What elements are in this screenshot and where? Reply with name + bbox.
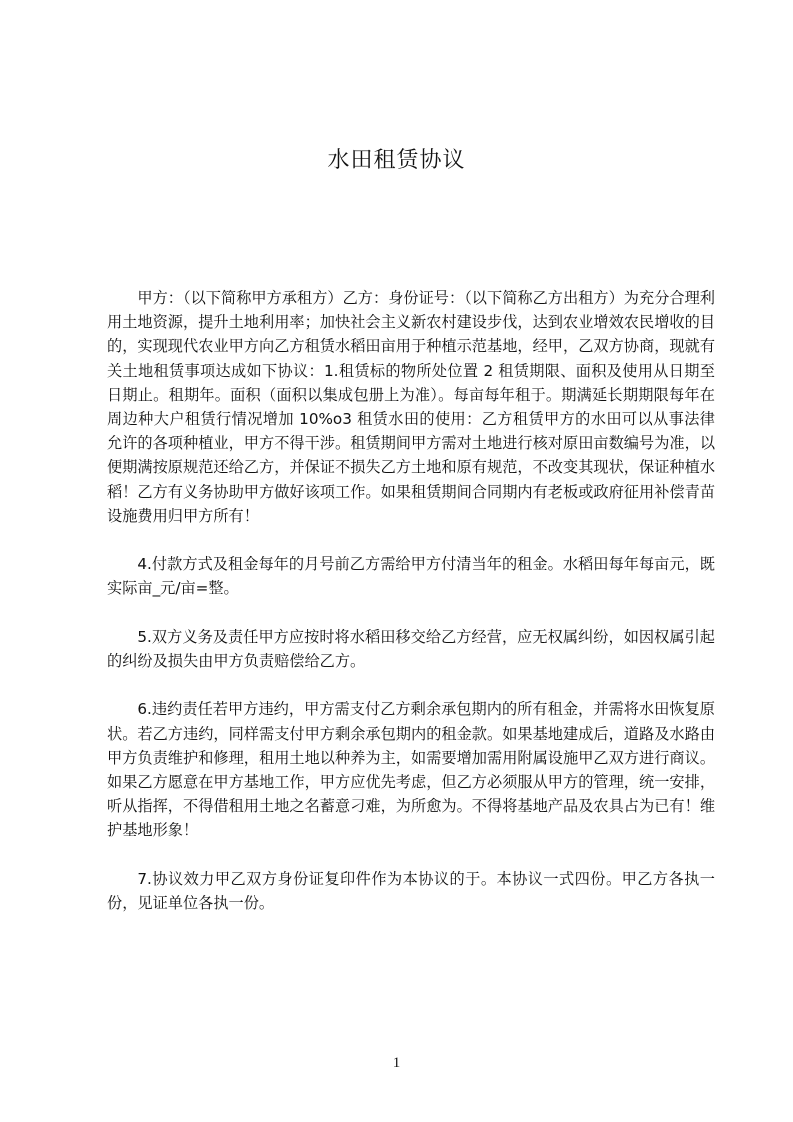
paragraph-payment: 4.付款方式及租金每年的月号前乙方需给甲方付清当年的租金。水稻田每年每亩元，既实际亩_元/亩=整。 bbox=[107, 555, 715, 598]
paragraph-obligations: 5.双方义务及责任甲方应按时将水稻田移交给乙方经营，应无权属纠纷，如因权属引起的纠纷及损失由甲方负责赔偿给乙方。 bbox=[107, 627, 715, 671]
paragraph-effect: 7.协议效力甲乙双方身份证复印件作为本协议的于。本协议一式四份。甲乙方各执一份，见证单位各执一份。 bbox=[107, 869, 715, 913]
paragraph-breach: 6.违约责任若甲方违约，甲方需支付乙方剩余承包期内的所有租金，并需将水田恢复原状。若乙方违约，同样需支付甲方剩余承包期内的租金款。如果基地建成后，道路及水路由甲方负责维护和修理，租用土地以种养为主，如需要增加需用附属设施甲乙双方进行商议。如果乙方愿意在甲方基地工作，甲方应优先考虑，但乙方必须服从甲方的管理，统一安排，听从指挥，不得借租用土地之名蓄意刁难，为所愈为。不得将基地产品及农具占为已有！维护基地形象！ bbox=[107, 700, 715, 840]
paragraph-intro: 甲方：（以下简称甲方承租方）乙方：身份证号：（以下简称乙方出租方）为充分合理利用土地资源，提升土地利用率；加快社会主义新农村建设步伐，达到农业增效农民增收的目的，实现现代农业甲方向乙方租赁水稻田亩用于种植示范基地，经甲，乙双方协商，现就有关土地租赁事项达成如下协议：1.租赁标的物所处位置 2 租赁期限、面积及使用从日期至日期止。租期年。面积（面积以集成包册上为准）。每亩每年租于。期满延长期期限每年在周边种大户租赁行情况增加 10%o3 租赁水田的使用：乙方租赁甲方的水田可以从事法律允许的各项种植业，甲方不得干涉。租赁期间甲方需对土地进行核对原田亩数编号为准，以便期满按原规范还给乙方，并保证不损失乙方土地和原有规范，不改变其现状，保证种植水稻！乙方有义务协助甲方做好该项工作。如果租赁期间合同期内有老板或政府征用补偿青苗设施费用归甲方所有！ bbox=[107, 289, 715, 525]
page-number: 1 bbox=[392, 1055, 401, 1071]
document-body bbox=[107, 286, 715, 915]
document-title: 水田租赁协议 bbox=[327, 148, 466, 173]
